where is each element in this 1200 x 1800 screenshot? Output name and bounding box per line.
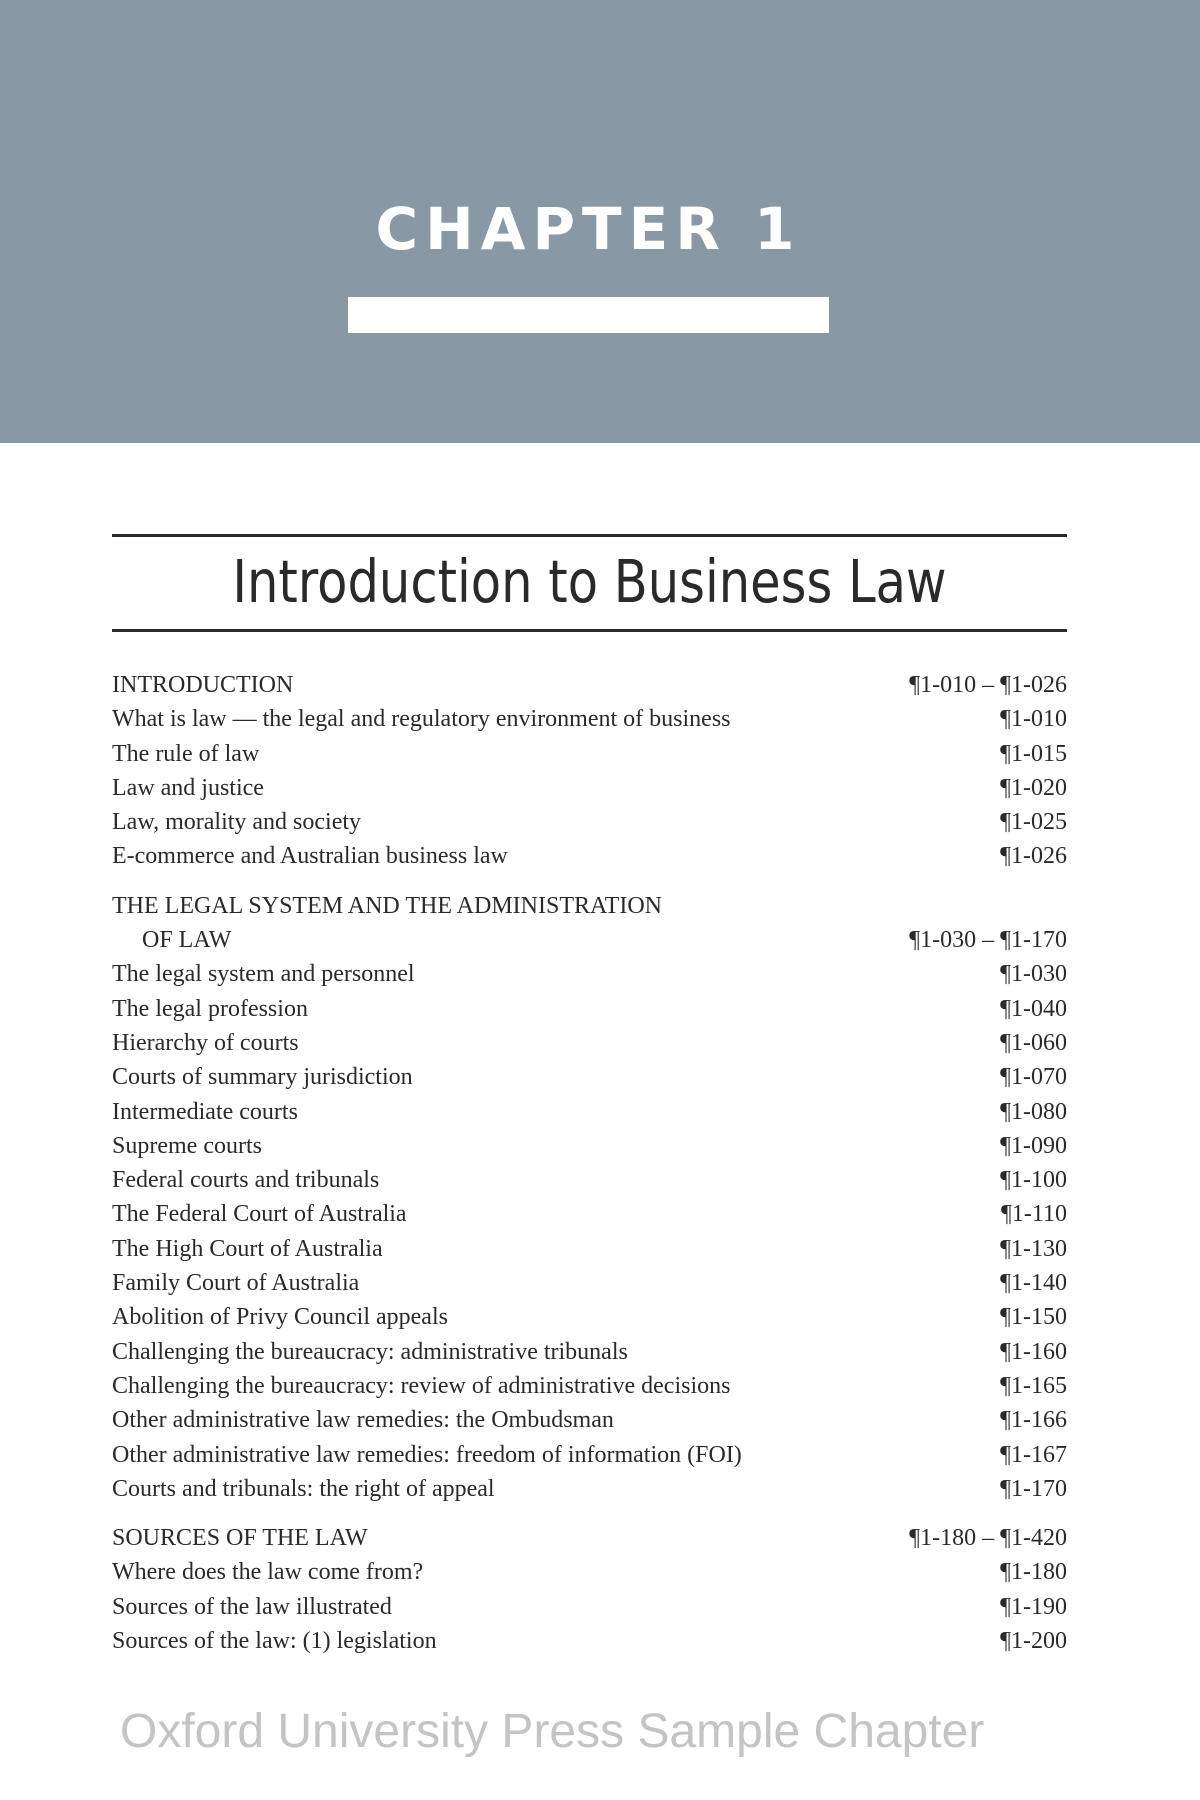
toc-item-label: The Federal Court of Australia [112,1201,407,1228]
toc-item-label: Where does the law come from? [112,1559,424,1586]
title-rule-top [112,534,1067,537]
toc-item-label: E-commerce and Australian business law [112,843,508,870]
toc-item [112,1163,1067,1197]
toc-item-ref: ¶1-110 [1001,1201,1067,1228]
toc-section-heading [112,668,1067,702]
toc-item-ref: ¶1-060 [1000,1029,1067,1056]
toc-item-ref: ¶1-160 [1000,1338,1067,1365]
toc-item-ref: ¶1-015 [1000,740,1067,767]
toc-item [112,1624,1067,1658]
toc-item [112,1555,1067,1589]
toc-item [112,1197,1067,1231]
toc-item-label: What is law — the legal and regulatory environment of business [112,706,731,733]
title-rule-bottom [112,629,1067,632]
toc-item-label: Law and justice [112,774,264,801]
watermark: Oxford University Press Sample Chapter [120,1705,985,1758]
toc-item-ref: ¶1-090 [1000,1132,1067,1159]
toc-item-label: Other administrative law remedies: the Ombudsman [112,1407,614,1434]
toc-item-label: Courts and tribunals: the right of appeal [112,1475,495,1502]
toc-item-ref: ¶1-026 [1000,843,1067,870]
chapter-label: CHAPTER 1 [375,195,802,263]
toc-item-label: Other administrative law remedies: freedom of information (FOI) [112,1441,742,1468]
toc-section-heading [112,1521,1067,1555]
toc-heading-label: THE LEGAL SYSTEM AND THE ADMINISTRATION [112,892,662,919]
toc-item [112,1095,1067,1129]
page-title: Introduction to Business Law [232,547,947,616]
toc-item-label: Supreme courts [112,1132,262,1159]
toc-item-label: The legal system and personnel [112,961,415,988]
toc-item [112,737,1067,771]
toc-item-ref: ¶1-130 [1000,1235,1067,1262]
toc-item [112,771,1067,805]
toc-item-label: Hierarchy of courts [112,1029,299,1056]
toc-item-label: Abolition of Privy Council appeals [112,1304,448,1331]
toc-heading-label: SOURCES OF THE LAW [112,1525,368,1552]
toc-item [112,1335,1067,1369]
toc-item-ref: ¶1-030 [1000,961,1067,988]
toc-item [112,1026,1067,1060]
toc-item-ref: ¶1-025 [1000,809,1067,836]
toc-item-ref: ¶1-070 [1000,1064,1067,1091]
chapter-bar [348,297,829,333]
toc-item-label: The rule of law [112,740,260,767]
toc-item-ref: ¶1-170 [1000,1475,1067,1502]
toc-section-heading-line2 [112,923,1067,957]
toc-item [112,1590,1067,1624]
toc-item-ref: ¶1-140 [1000,1270,1067,1297]
toc-range: ¶1-030 – ¶1-170 [909,927,1067,954]
toc-item-label: Challenging the bureaucracy: review of administrative decisions [112,1372,731,1399]
toc-heading-label: OF LAW [142,927,232,954]
toc-item [112,1266,1067,1300]
toc-item [112,1300,1067,1334]
toc-item-label: The High Court of Australia [112,1235,383,1262]
toc-item [112,992,1067,1026]
toc-item-label: Family Court of Australia [112,1270,360,1297]
toc-item [112,1060,1067,1094]
toc-item [112,1472,1067,1506]
toc-item [112,1438,1067,1472]
toc-item [112,1369,1067,1403]
toc-item-label: Challenging the bureaucracy: administrative tribunals [112,1338,628,1365]
toc-item-ref: ¶1-010 [1000,706,1067,733]
toc-item-ref: ¶1-165 [1000,1372,1067,1399]
toc-item-ref: ¶1-200 [1000,1628,1067,1655]
toc-range: ¶1-180 – ¶1-420 [909,1525,1067,1552]
toc-item-label: Federal courts and tribunals [112,1167,380,1194]
toc-item-ref: ¶1-020 [1000,774,1067,801]
toc-item [112,957,1067,991]
toc-item-ref: ¶1-167 [1000,1441,1067,1468]
toc-item-ref: ¶1-180 [1000,1559,1067,1586]
toc-item-ref: ¶1-040 [1000,995,1067,1022]
toc-item [112,1232,1067,1266]
toc-item [112,1129,1067,1163]
table-of-contents [112,668,1067,1658]
toc-item [112,805,1067,839]
toc-item-ref: ¶1-166 [1000,1407,1067,1434]
toc-heading-label: INTRODUCTION [112,672,294,698]
toc-item-ref: ¶1-150 [1000,1304,1067,1331]
toc-item-label: Sources of the law illustrated [112,1593,392,1620]
toc-item-ref: ¶1-080 [1000,1098,1067,1125]
toc-item-label: Courts of summary jurisdiction [112,1064,413,1091]
toc-item-label: Law, morality and society [112,809,362,836]
toc-item-ref: ¶1-100 [1000,1167,1067,1194]
toc-item [112,702,1067,736]
toc-item [112,1403,1067,1437]
toc-item-label: Sources of the law: (1) legislation [112,1628,437,1655]
toc-item-label: Intermediate courts [112,1098,298,1125]
toc-range: ¶1-010 – ¶1-026 [909,672,1067,698]
toc-section-heading-line1 [112,889,1067,923]
toc-item [112,839,1067,873]
toc-item-label: The legal profession [112,995,308,1022]
chapter-banner [0,0,1200,443]
toc-item-ref: ¶1-190 [1000,1593,1067,1620]
